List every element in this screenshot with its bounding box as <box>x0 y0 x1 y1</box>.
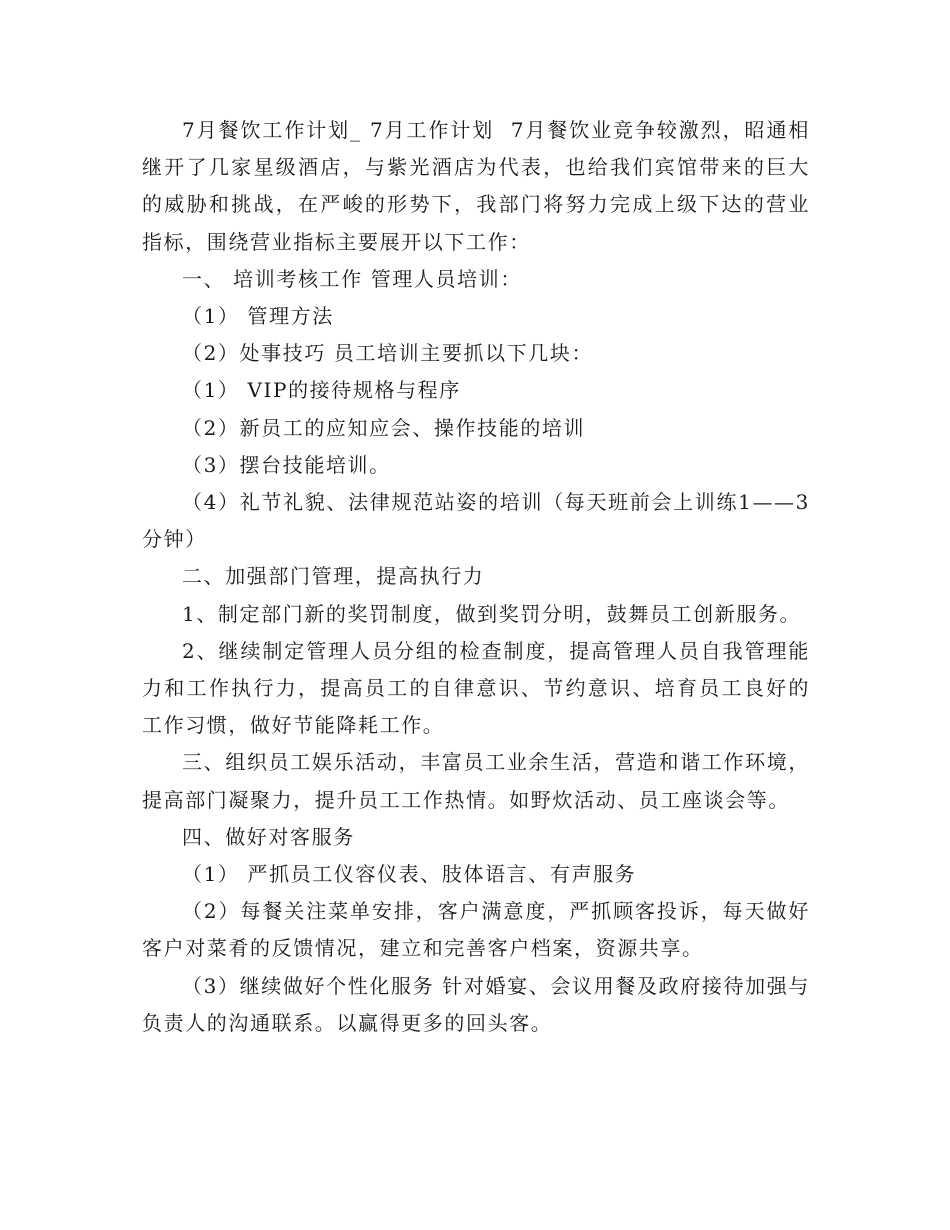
list-item: （4）礼节礼貌、法律规范站姿的培训（每天班前会上训练1——3分钟） <box>142 490 810 552</box>
list-item: （3）继续做好个性化服务 针对婚宴、会议用餐及政府接待加强与负责人的沟通联系。以赢得更多的回头客。 <box>142 973 810 1035</box>
list-item: （2）每餐关注菜单安排，客户满意度，严抓顾客投诉，每天做好客户对菜肴的反馈情况，建立和完善客户档案，资源共享。 <box>142 899 810 961</box>
list-item: 1、制定部门新的奖罚制度，做到奖罚分明，鼓舞员工创新服务。 <box>182 601 802 626</box>
list-item: （1） 严抓员工仪容仪表、肢体语言、有声服务 <box>182 862 637 887</box>
section-3-paragraph: 三、组织员工娱乐活动，丰富员工业余生活，营造和谐工作环境，提高部门凝聚力，提升员工工作热情。如野炊活动、员工座谈会等。 <box>142 750 810 812</box>
section-1-heading: 一、 培训考核工作 管理人员培训： <box>182 266 522 291</box>
list-item: 2、继续制定管理人员分组的检查制度，提高管理人员自我管理能力和工作执行力，提高员工的自律意识、节约意识、培育员工良好的工作习惯，做好节能降耗工作。 <box>142 638 810 738</box>
list-item: （2）新员工的应知应会、操作技能的培训 <box>182 415 586 440</box>
section-2-heading: 二、加强部门管理，提高执行力 <box>182 564 485 589</box>
intro-paragraph: 7月餐饮工作计划_ 7月工作计划 7月餐饮业竞争较激烈，昭通相继开了几家星级酒店，与紫光酒店为代表，也给我们宾馆带来的巨大的威胁和挑战，在严峻的形势下，我部门将努力完成上级下达的营业指标，围绕营业指标主要展开以下工作： <box>142 118 810 254</box>
list-item: （1） 管理方法 <box>182 304 334 329</box>
document-page <box>142 112 810 1042</box>
list-item: （2）处事技巧 员工培训主要抓以下几块： <box>182 341 594 366</box>
list-item: （1） VIP的接待规格与程序 <box>182 378 461 403</box>
list-item: （3）摆台技能培训。 <box>182 452 391 477</box>
section-4-heading: 四、做好对客服务 <box>182 824 355 849</box>
